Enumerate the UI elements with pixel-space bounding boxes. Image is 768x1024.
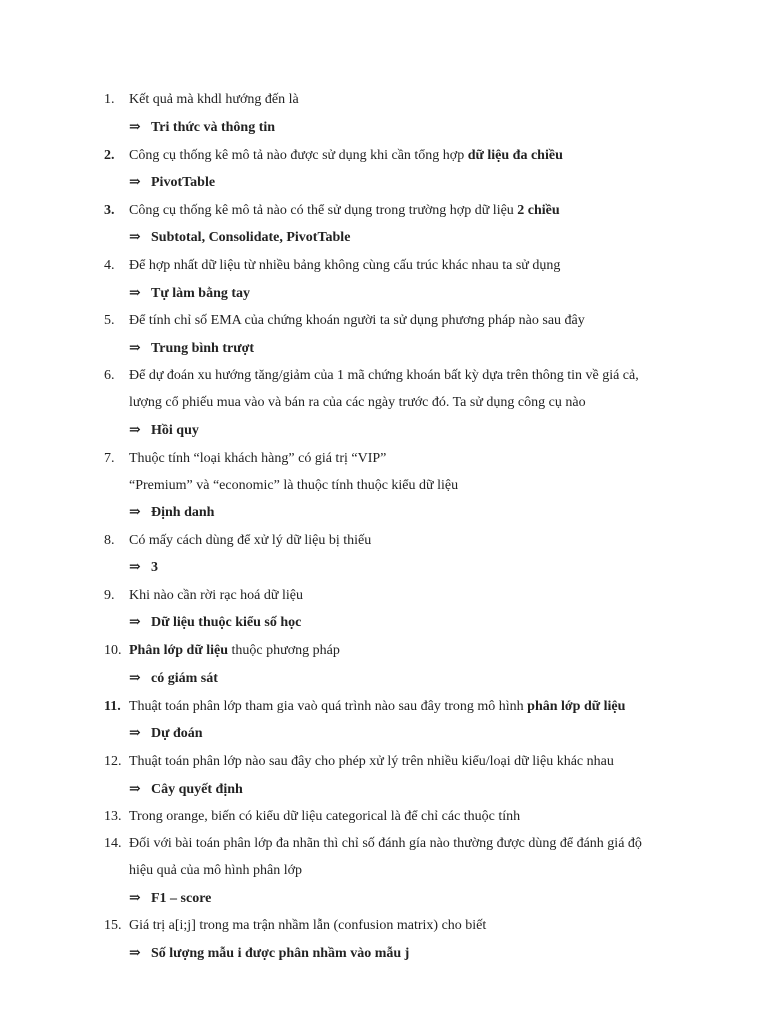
answer-text: có giám sát [151, 671, 218, 686]
text-segment: lượng cổ phiếu mua vào và bán ra của các ngày trước đó. Ta sử dụng công cụ nào [129, 395, 586, 410]
double-arrow-icon: ⇒ [129, 891, 141, 906]
answer [129, 781, 243, 799]
text-segment: Đối với bài toán phân lớp đa nhãn thì chỉ số đánh gía nào thường được dùng để đánh giá độ [129, 836, 642, 851]
text-segment: Thuật toán phân lớp nào sau đây cho phép xử lý trên nhiều kiểu/loại dữ liệu khác nhau [129, 754, 614, 769]
double-arrow-icon: ⇒ [129, 671, 141, 686]
question-text [129, 450, 386, 468]
answer-text: Tự làm bằng tay [151, 286, 251, 301]
text-segment: thuộc phương pháp [228, 643, 340, 658]
answer [129, 670, 218, 688]
answer [129, 725, 203, 743]
bold-text: Phân lớp dữ liệu [129, 643, 229, 658]
double-arrow-icon: ⇒ [129, 175, 141, 190]
text-segment: Công cụ thống kê mô tả nào có thể sử dụng trong trường hợp dữ liệu [129, 203, 518, 218]
answer [129, 229, 350, 247]
double-arrow-icon: ⇒ [129, 230, 141, 245]
question-number: 11. [104, 699, 121, 714]
answer-text: Trung bình trượt [151, 341, 255, 356]
answer-text: Dữ liệu thuộc kiểu số học [151, 615, 302, 630]
text-segment: Công cụ thống kê mô tả nào được sử dụng khi cần tổng hợp [129, 148, 468, 163]
text-segment: Thuật toán phân lớp tham gia vaò quá trình nào sau đây trong mô hình [129, 699, 528, 714]
bold-text: dữ liệu đa chiều [467, 148, 563, 163]
question-text [129, 367, 639, 385]
question-number: 15. [104, 918, 122, 933]
question-number: 13. [104, 809, 122, 824]
question-number: 12. [104, 754, 122, 769]
answer-text: PivotTable [151, 175, 216, 190]
answer [129, 119, 275, 137]
answer [129, 559, 158, 577]
double-arrow-icon: ⇒ [129, 505, 141, 520]
double-arrow-icon: ⇒ [129, 423, 141, 438]
answer [129, 285, 250, 303]
question-number: 14. [104, 836, 122, 851]
question-text [129, 257, 560, 275]
double-arrow-icon: ⇒ [129, 726, 141, 741]
text-segment: Để dự đoán xu hướng tăng/giảm của 1 mã chứng khoán bất kỳ dựa trên thông tin về giá cả, [129, 368, 639, 383]
text-segment: Để hợp nhất dữ liệu từ nhiều bảng không cùng cấu trúc khác nhau ta sử dụng [129, 258, 561, 273]
question-text [129, 91, 299, 109]
question-text [129, 753, 614, 771]
answer [129, 945, 409, 963]
question-text [129, 532, 371, 550]
question-text [129, 808, 520, 826]
answer [129, 504, 214, 522]
text-segment: hiệu quả của mô hình phân lớp [129, 863, 303, 878]
question-text [129, 642, 340, 660]
question-number: 7. [104, 451, 115, 466]
answer-text: Subtotal, Consolidate, PivotTable [151, 230, 351, 245]
text-segment: Kết quả mà khdl hướng đến là [129, 92, 299, 107]
question-number: 5. [104, 313, 115, 328]
question-number: 4. [104, 258, 115, 273]
question-text [129, 147, 563, 165]
question-number: 2. [104, 148, 115, 163]
question-text [129, 862, 302, 880]
text-segment: Khi nào cần rời rạc hoá dữ liệu [129, 588, 303, 603]
question-number: 8. [104, 533, 115, 548]
answer-text: Hồi quy [151, 423, 199, 438]
double-arrow-icon: ⇒ [129, 946, 141, 961]
double-arrow-icon: ⇒ [129, 615, 141, 630]
question-text [129, 312, 585, 330]
answer-text: Dự đoán [151, 726, 203, 741]
question-text [129, 698, 625, 716]
bold-text: phân lớp dữ liệu [527, 699, 626, 714]
answer-text: Tri thức và thông tin [151, 120, 276, 135]
answer [129, 422, 199, 440]
text-segment: “Premium” và “economic” là thuộc tính thuộc kiểu dữ liệu [129, 478, 459, 493]
text-segment: Thuộc tính “loại khách hàng” có giá trị “VIP” [129, 451, 387, 466]
answer-text: Cây quyết định [151, 782, 243, 797]
answer-text: F1 – score [151, 891, 212, 906]
answer [129, 890, 211, 908]
answer-text: Định danh [151, 505, 215, 520]
question-number: 10. [104, 643, 122, 658]
question-number: 9. [104, 588, 115, 603]
text-segment: Giá trị a[i;j] trong ma trận nhầm lẫn (confusion matrix) cho biết [129, 918, 487, 933]
double-arrow-icon: ⇒ [129, 560, 141, 575]
answer-text: 3 [151, 560, 158, 575]
text-segment: Có mấy cách dùng để xử lý dữ liệu bị thiếu [129, 533, 372, 548]
answer [129, 174, 215, 192]
question-text [129, 917, 486, 935]
question-number: 1. [104, 92, 115, 107]
question-number: 3. [104, 203, 115, 218]
question-text [129, 202, 560, 220]
question-number: 6. [104, 368, 115, 383]
question-text [129, 835, 642, 853]
question-text [129, 394, 586, 412]
bold-text: 2 chiều [517, 203, 560, 218]
double-arrow-icon: ⇒ [129, 286, 141, 301]
double-arrow-icon: ⇒ [129, 341, 141, 356]
answer [129, 340, 254, 358]
answer-text: Số lượng mẫu i được phân nhầm vào mẫu j [151, 946, 410, 961]
text-segment: Để tính chỉ số EMA của chứng khoán người ta sử dụng phương pháp nào sau đây [129, 313, 585, 328]
answer [129, 614, 301, 632]
question-text [129, 587, 303, 605]
double-arrow-icon: ⇒ [129, 782, 141, 797]
text-segment: Trong orange, biến có kiểu dữ liệu categorical là để chỉ các thuộc tính [129, 809, 521, 824]
question-text [129, 477, 458, 495]
double-arrow-icon: ⇒ [129, 120, 141, 135]
